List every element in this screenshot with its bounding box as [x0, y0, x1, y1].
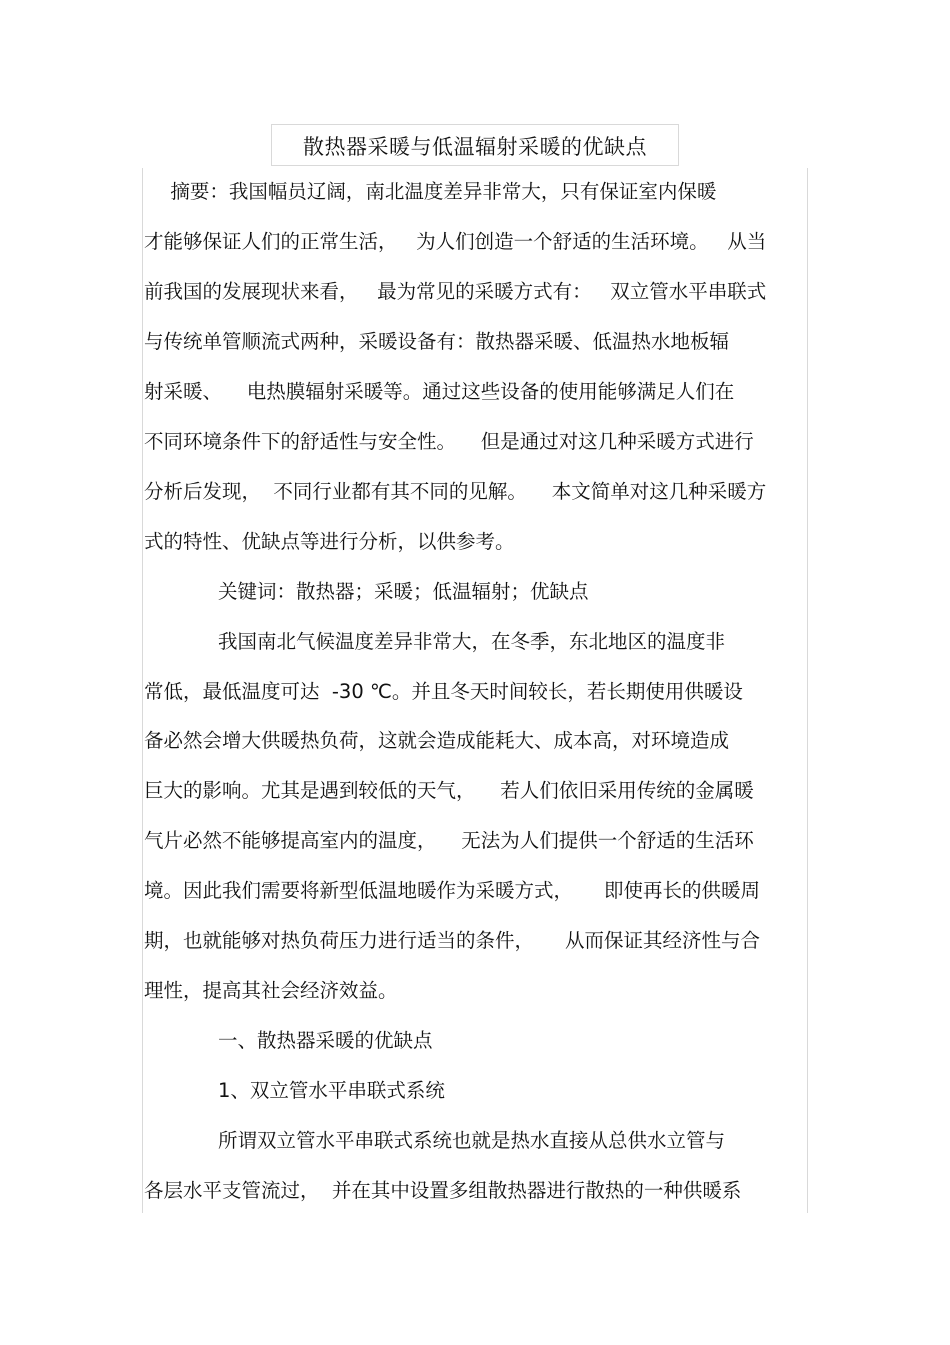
paragraph-line: 射采暖、 电热膜辐射采暖等。通过这些设备的使用能够满足人们在 — [144, 379, 735, 403]
paragraph-line: 气片必然不能够提高室内的温度， 无法为人们提供一个舒适的生活环 — [144, 829, 754, 853]
document-title: 散热器采暖与低温辐射采暖的优缺点 — [303, 135, 647, 159]
paragraph-line: 备必然会增大供暖热负荷，这就会造成能耗大、成本高，对环境造成 — [144, 729, 730, 753]
paragraph-line: 不同环境条件下的舒适性与安全性。 但是通过对这几种采暖方式进行 — [144, 429, 754, 453]
paragraph-line: 巨大的影响。尤其是遇到较低的天气， 若人们依旧采用传统的金属暖 — [144, 779, 754, 803]
paragraph-line: 常低，最低温度可达 -30 ℃。并且冬天时间较长，若长期使用供暖设 — [144, 679, 743, 703]
paragraph-line: 一、散热器采暖的优缺点 — [218, 1029, 433, 1053]
paragraph-line: 1、双立管水平串联式系统 — [218, 1079, 445, 1103]
paragraph-line: 关键词：散热器；采暖；低温辐射；优缺点 — [218, 579, 589, 603]
paragraph-line: 分析后发现， 不同行业都有其不同的见解。 本文简单对这几种采暖方 — [144, 479, 767, 503]
title-frame — [271, 124, 679, 166]
paragraph-line: 所谓双立管水平串联式系统也就是热水直接从总供水立管与 — [218, 1129, 726, 1153]
paragraph-line: 境。因此我们需要将新型低温地暖作为采暖方式， 即使再长的供暖周 — [144, 879, 760, 903]
paragraph-line: 期，也就能够对热负荷压力进行适当的条件， 从而保证其经济性与合 — [144, 929, 760, 953]
paragraph-line: 各层水平支管流过， 并在其中设置多组散热器进行散热的一种供暖系 — [144, 1179, 742, 1202]
paragraph-line: 与传统单管顺流式两种，采暖设备有：散热器采暖、低温热水地板辐 — [144, 329, 730, 353]
paragraph-line: 摘要：我国幅员辽阔，南北温度差异非常大，只有保证室内保暖 — [158, 180, 717, 203]
paragraph-line: 式的特性、优缺点等进行分析，以供参考。 — [144, 529, 515, 553]
paragraph-line: 才能够保证人们的正常生活， 为人们创造一个舒适的生活环境。 从当 — [144, 229, 767, 253]
paragraph-line: 我国南北气候温度差异非常大，在冬季，东北地区的温度非 — [218, 629, 726, 653]
paragraph-line: 前我国的发展现状来看， 最为常见的采暖方式有： 双立管水平串联式 — [144, 279, 767, 303]
paragraph-line: 理性，提高其社会经济效益。 — [144, 979, 398, 1003]
